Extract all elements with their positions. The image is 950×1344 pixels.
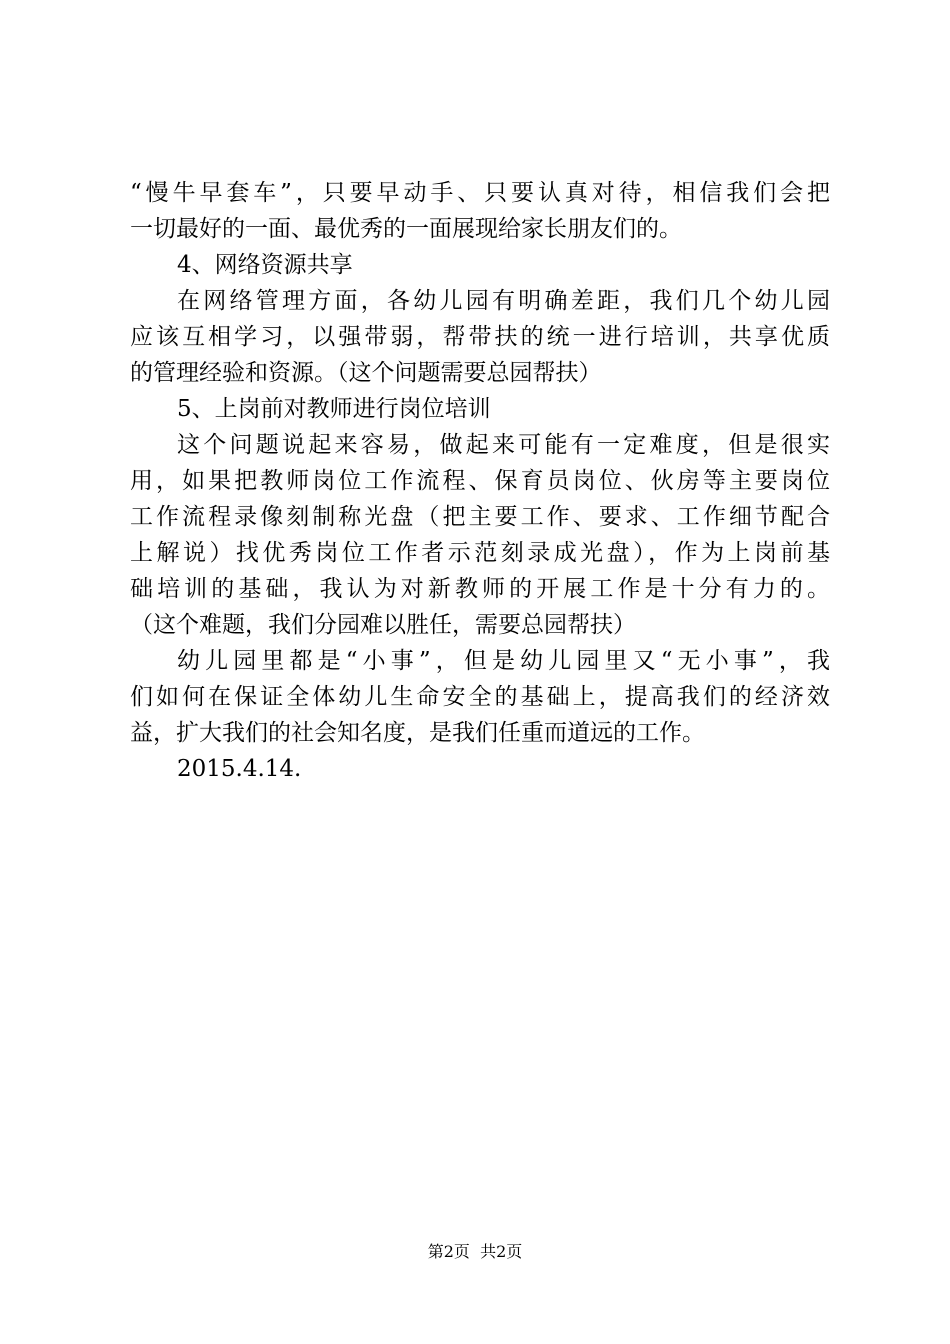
paragraph-line: 们如何在保证全体幼儿生命安全的基础上，提高我们的经济效 [130,684,830,710]
page-number-label: 第2页 共2页 [427,1242,523,1261]
page-footer [0,1240,950,1264]
section-heading-network-resources: 4、网络资源共享 [177,252,353,278]
document-body [130,175,830,787]
paragraph-line: 益，扩大我们的社会知名度，是我们任重而道远的工作。 [130,720,705,746]
paragraph-line: 在网络管理方面，各幼儿园有明确差距，我们几个幼儿园 [177,288,830,314]
paragraph-line: （这个难题，我们分园难以胜任，需要总园帮扶） [130,612,636,638]
section-heading-job-training: 5、上岗前对教师进行岗位培训 [177,396,491,422]
paragraph-line: 的管理经验和资源。（这个问题需要总园帮扶） [130,360,602,386]
paragraph-line: 这个问题说起来容易，做起来可能有一定难度，但是很实 [177,432,830,458]
document-date: 2015.4.14. [177,756,302,782]
paragraph-line: 工作流程录像刻制称光盘（把主要工作、要求、工作细节配合 [130,504,830,530]
paragraph-line: 一切最好的一面、最优秀的一面展现给家长朋友们的。 [130,216,682,242]
paragraph-line: 应该互相学习，以强带弱，帮带扶的统一进行培训，共享优质 [130,324,830,350]
paragraph-line: 用，如果把教师岗位工作流程、保育员岗位、伙房等主要岗位 [130,468,830,494]
paragraph-line: 上解说）找优秀岗位工作者示范刻录成光盘），作为上岗前基 [130,540,830,566]
paragraph-line: 幼儿园里都是“小事”，但是幼儿园里又“无小事”，我 [177,648,830,674]
paragraph-line: 础培训的基础，我认为对新教师的开展工作是十分有力的。 [130,576,830,602]
paragraph-line: “慢牛早套车”，只要早动手、只要认真对待，相信我们会把 [130,180,830,206]
